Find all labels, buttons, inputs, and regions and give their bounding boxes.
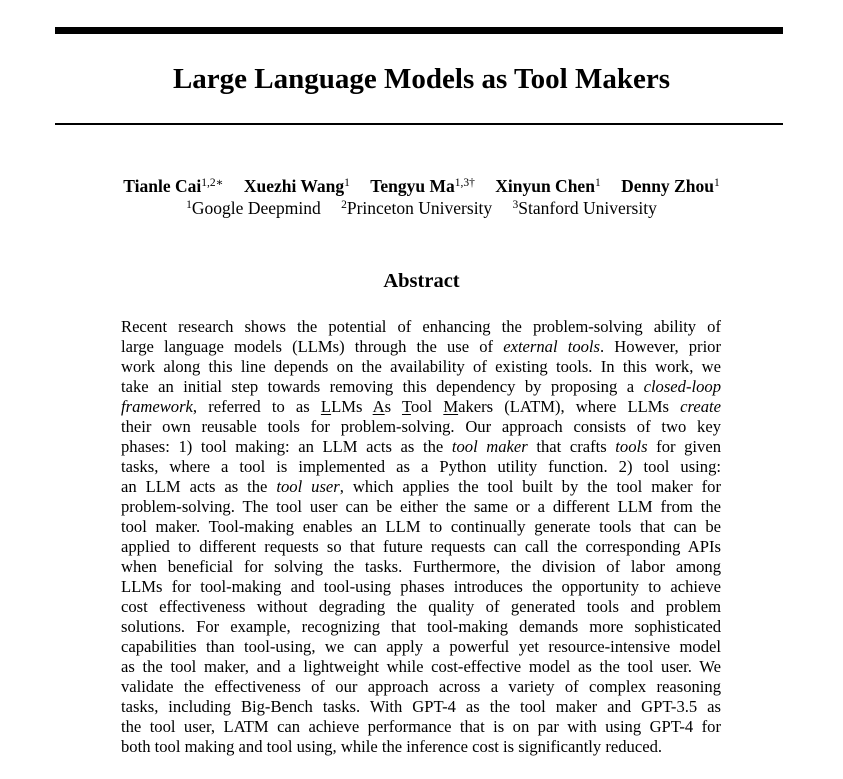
- abstract-line: tasks, where a tool is implemented as a Python utility function. 2) tool using:: [121, 457, 721, 476]
- author-name: Xuezhi Wang: [243, 176, 345, 196]
- abstract-line: the tool user, LATM can achieve performance that is on par with using GPT-4 for: [121, 717, 721, 736]
- abstract-line: problem-solving. The tool user can be either the same or a different LLM from the: [121, 497, 721, 516]
- abstract-line: framework, referred to as LLMs As Tool Makers (LATM), where LLMs create: [121, 397, 721, 416]
- abstract-line: take an initial step towards removing this dependency by proposing a closed-loop: [121, 377, 721, 396]
- author: [495, 175, 600, 197]
- abstract-line: solutions. For example, recognizing that tool-making demands more sophisticated: [121, 617, 721, 636]
- abstract-line: Recent research shows the potential of enhancing the problem-solving ability of: [121, 317, 721, 336]
- affiliation-sup: 2: [341, 199, 347, 211]
- abstract-line: validate the effectiveness of our approach across a variety of complex reasoning: [121, 677, 721, 696]
- author: [244, 175, 350, 197]
- abstract-line: large language models (LLMs) through the use of external tools. However, prior: [121, 337, 722, 356]
- affiliation-name: Stanford University: [518, 198, 657, 218]
- abstract-line: when beneficial for solving the tasks. Furthermore, the division of labor among: [121, 557, 721, 576]
- author-name: Tengyu Ma: [370, 176, 455, 196]
- abstract-heading: Abstract: [383, 270, 460, 292]
- affiliation: [341, 197, 492, 219]
- affiliation-sup: 3: [512, 199, 519, 211]
- author-affil-sup: 1: [594, 177, 601, 189]
- author-list: [0, 175, 843, 197]
- abstract-line: capabilities than tool-using, we can apply a powerful yet resource-intensive model: [121, 637, 721, 656]
- abstract-body: [121, 317, 721, 757]
- abstract-line: tool maker. Tool-making enables an LLM to continually generate tools that can be: [121, 517, 721, 536]
- paper-title: Large Language Models as Tool Makers: [172, 63, 671, 95]
- top-rule: [55, 27, 783, 34]
- abstract-line: applied to different requests so that future requests can call the corresponding APIs: [121, 537, 721, 556]
- author-name: Tianle Cai: [123, 176, 202, 196]
- author-affil-sup: 1,2∗: [201, 177, 224, 189]
- abstract-line: tasks, including Big-Bench tasks. With GPT-4 as the tool maker and GPT-3.5 as: [121, 697, 721, 716]
- author: [370, 175, 475, 197]
- author-name: Denny Zhou: [621, 176, 714, 196]
- abstract-line: work along this line depends on the availability of existing tools. In this work, we: [121, 357, 721, 376]
- abstract-line: their own reusable tools for problem-solving. Our approach consists of two key: [121, 417, 721, 436]
- author: [123, 175, 223, 197]
- affiliation-sup: 1: [186, 199, 192, 211]
- affiliation-name: Google Deepmind: [191, 198, 321, 218]
- author-affil-sup: 1,3†: [454, 177, 475, 189]
- abstract-line: cost effectiveness without degrading the quality of generated tools and problem: [121, 597, 721, 616]
- abstract-line: an LLM acts as the tool user, which applies the tool built by the tool maker for: [121, 477, 721, 496]
- affiliation-list: [0, 197, 843, 219]
- abstract-line: both tool making and tool using, while the inference cost is significantly reduced.: [121, 737, 663, 756]
- author: [621, 175, 720, 197]
- author-affil-sup: 1: [344, 177, 350, 189]
- abstract-line: phases: 1) tool making: an LLM acts as the tool maker that crafts tools for given: [121, 437, 721, 456]
- title-bottom-rule: [55, 123, 783, 125]
- author-name: Xinyun Chen: [495, 176, 595, 196]
- affiliation: [513, 197, 657, 219]
- affiliation: [186, 197, 321, 219]
- author-affil-sup: 1: [713, 177, 720, 189]
- abstract-line: as the tool maker, and a lightweight while cost-effective model as the tool user. We: [121, 657, 721, 676]
- abstract-line: LLMs for tool-making and tool-using phases introduces the opportunity to achieve: [121, 577, 721, 596]
- affiliation-name: Princeton University: [346, 198, 493, 218]
